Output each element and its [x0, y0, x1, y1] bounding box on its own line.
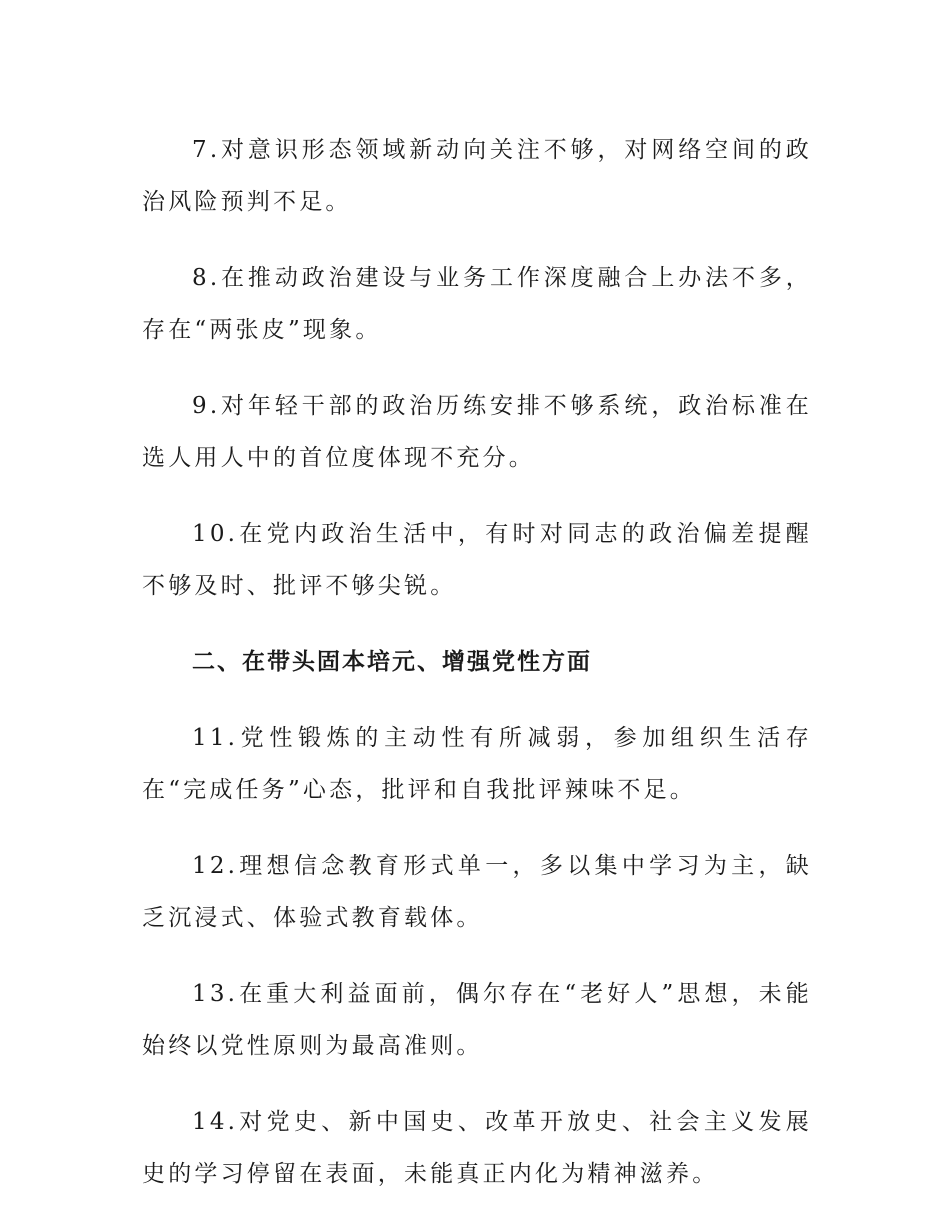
paragraph-item-7: 7.对意识形态领域新动向关注不够，对网络空间的政治风险预判不足。 — [142, 137, 812, 215]
paragraph-item-8: 8.在推动政治建设与业务工作深度融合上办法不多，存在“两张皮”现象。 — [142, 265, 812, 343]
paragraph-item-12: 12.理想信念教育形式单一，多以集中学习为主，缺乏沉浸式、体验式教育载体。 — [142, 853, 812, 931]
paragraph-item-13: 13.在重大利益面前，偶尔存在“老好人”思想，未能始终以党性原则为最高准则。 — [142, 981, 812, 1059]
paragraph-item-11: 11.党性锻炼的主动性有所减弱，参加组织生活存在“完成任务”心态，批评和自我批评辣味不足。 — [142, 725, 812, 803]
paragraph-item-9: 9.对年轻干部的政治历练安排不够系统，政治标准在选人用人中的首位度体现不充分。 — [142, 393, 812, 471]
paragraph-item-14: 14.对党史、新中国史、改革开放史、社会主义发展史的学习停留在表面，未能真正内化为精神滋养。 — [142, 1109, 812, 1187]
section-heading: 二、在带头固本培元、增强党性方面 — [192, 649, 592, 675]
document-page — [142, 124, 812, 1224]
paragraph-item-10: 10.在党内政治生活中，有时对同志的政治偏差提醒不够及时、批评不够尖锐。 — [142, 521, 812, 599]
